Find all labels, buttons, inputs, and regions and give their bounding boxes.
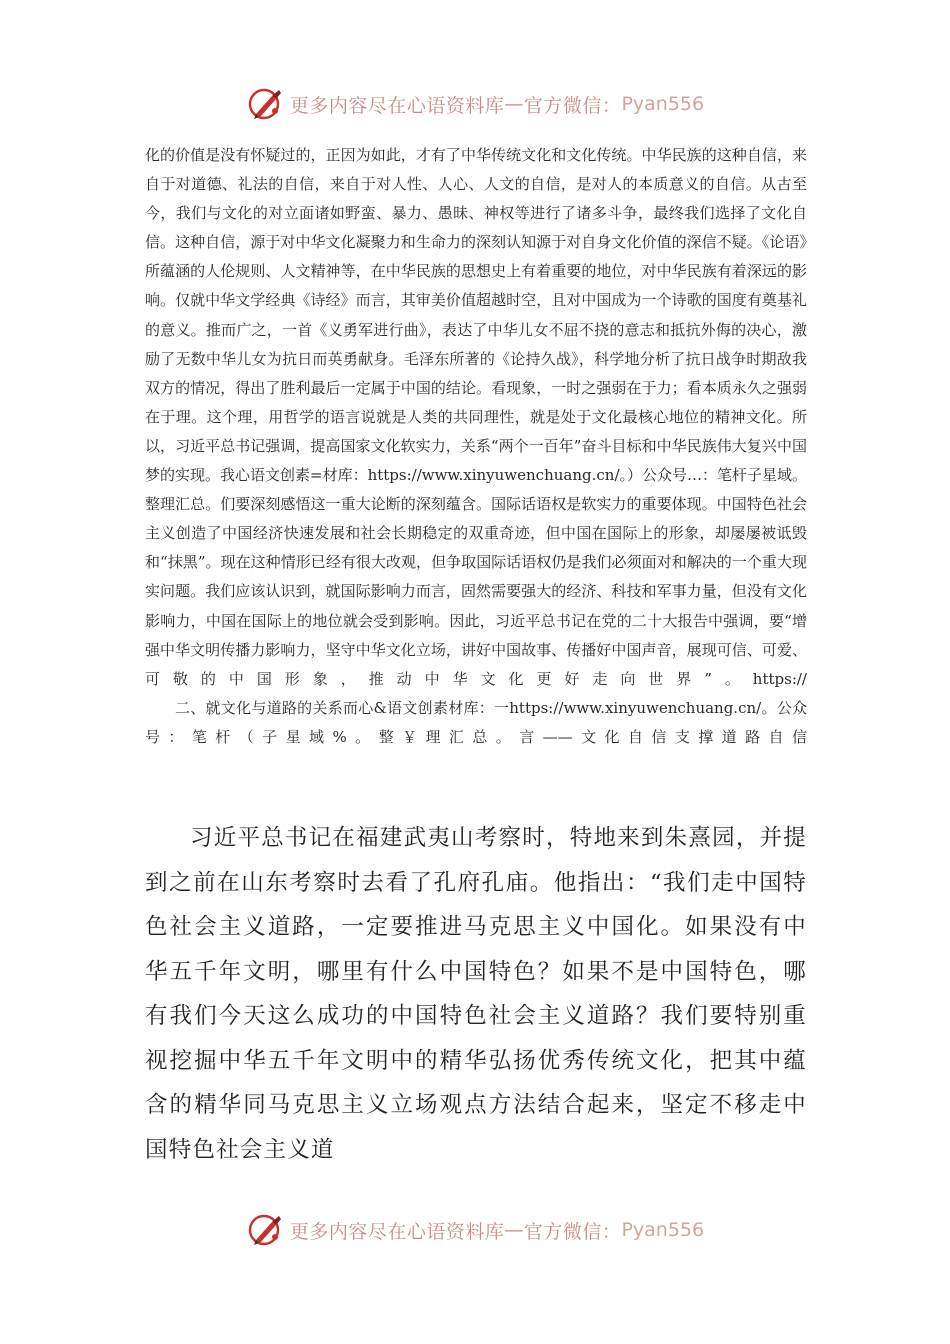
footer-wechat-id: Pyan556: [621, 1219, 705, 1241]
body-small-text: [145, 141, 807, 752]
header-separator: —: [504, 93, 524, 115]
paragraph-3: 习近平总书记在福建武夷山考察时，特地来到朱熹园，并提到之前在山东考察时去看了孔府孔庙。他指出：“我们走中国特色社会主义道路，一定要推进马克思主义中国化。如果没有中华五千年文明，哪里有什么中国特色？如果不是中国特色，哪有我们今天这么成功的中国特色社会主义道路？我们要特别重视挖掘中华五千年文明中的精华弘扬优秀传统文化，把其中蕴含的精华同马克思主义立场观点方法结合起来，坚定不移走中国特色社会主义道: [145, 825, 807, 1163]
footer-banner: [0, 1208, 950, 1252]
pen-logo-icon: [246, 84, 286, 124]
pen-logo-icon: [246, 1210, 286, 1250]
footer-separator: —: [504, 1219, 524, 1241]
body-large-text: [145, 816, 807, 1172]
header-banner-text: 更多内容尽在心语资料库: [289, 94, 505, 117]
paragraph-2: 二、就文化与道路的关系而心&语文创素材库：一https://www.xinyuwenchuang.cn/。公众号：笔杆（子星域%。整￥理汇总。言——文化自信支撑道路自信: [145, 698, 807, 746]
footer-banner-text: 更多内容尽在心语资料库: [289, 1220, 505, 1243]
header-wechat-id: Pyan556: [621, 93, 705, 115]
paragraph-1: 化的价值是没有怀疑过的，正因为如此，才有了中华传统文化和文化传统。中华民族的这种自信，来自于对道德、礼法的自信，来自于对人性、人心、人文的自信，是对人的本质意义的自信。从古至今，我们与文化的对立面诸如野蛮、暴力、愚昧、神权等进行了诸多斗争，最终我们选择了文化自信。这种自信，源于对中华文化凝聚力和生命力的深刻认知源于对自身文化价值的深信不疑。《论语》所蕴涵的人伦规则、人文精神等，在中华民族的思想史上有着重要的地位，对中华民族有着深远的影响。仅就中华文学经典《诗经》而言，其审美价值超越时空，且对中国成为一个诗歌的国度有奠基礼的意义。推而广之，一首《义勇军进行曲》，表达了中华儿女不屈不挠的意志和抵抗外侮的决心，激励了无数中华儿女为抗日而英勇献身。毛泽东所著的《论持久战》，科学地分析了抗日战争时期敌我双方的情况，得出了胜利最后一定属于中国的结论。看现象，一时之强弱在于力；看本质永久之强弱在于理。这个理，用哲学的语言说就是人类的共同理性，就是处于文化最核心地位的精神文化。所以，习近平总书记强调，提高国家文化软实力，关系“两个一百年”奋斗目标和中华民族伟大复兴中国梦的实现。我心语文创素=材库：https://www.xinyuwenchuang.cn/。）公众号…：笔杆子星域。整理汇总。们要深刻感悟这一重大论断的深刻蕴含。国际话语权是软实力的重要体现。中国特色社会主义创造了中国经济快速发展和社会长期稳定的双重奇迹，但中国在国际上的形象，却屡屡被诋毁和“抹黑”。现在这种情形已经有很大改观，但争取国际话语权仍是我们必须面对和解决的一个重大现实问题。我们应该认识到，就国际影响力而言，固然需要强大的经济、科技和军事力量，但没有文化影响力，中国在国际上的地位就会受到影响。因此，习近平总书记在党的二十大报告中强调，要“增强中华文明传播力影响力，坚守中华文化立场，讲好中国故事、传播好中国声音，展现可信、可爱、可敬的中国形象，推动中华文化更好走向世界”。https://: [145, 146, 807, 688]
header-wechat-label: 官方微信：: [523, 94, 622, 117]
header-banner: [0, 82, 950, 126]
footer-wechat-label: 官方微信：: [523, 1220, 622, 1243]
